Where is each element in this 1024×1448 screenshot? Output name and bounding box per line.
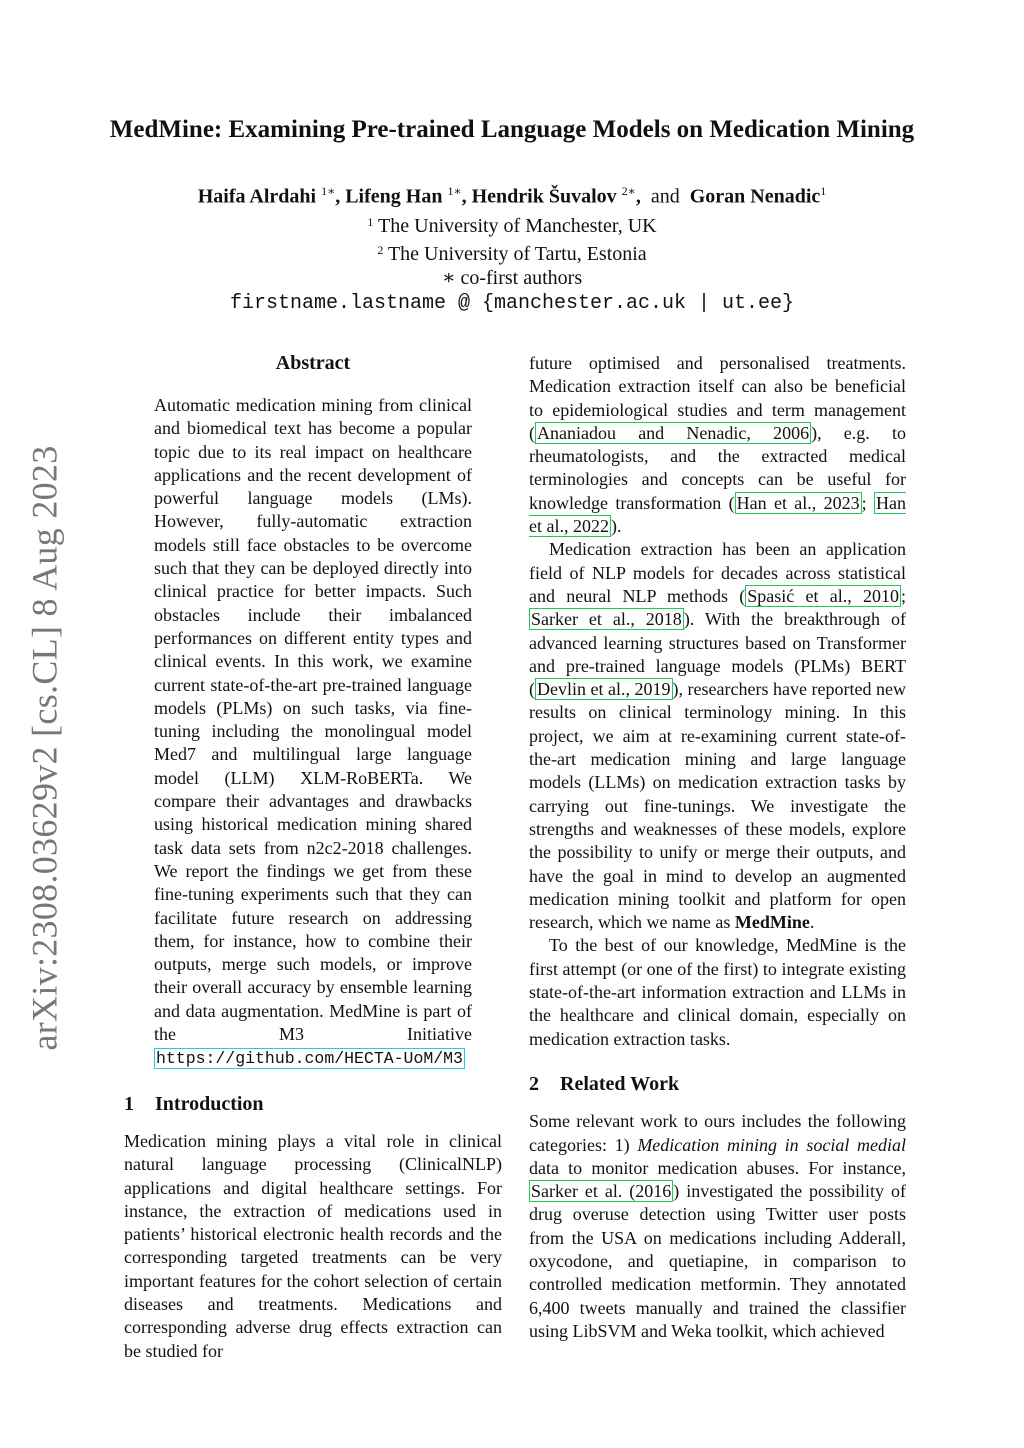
abstract-body [124, 394, 502, 1071]
citation-link[interactable]: Spasić et al., 2010 [747, 585, 899, 606]
left-column [124, 352, 502, 1363]
affiliation-mark: 1 [367, 214, 374, 229]
text: ), researchers have reported new results on clinical terminology mining. In this project, we aim at re-examining current state-of-the-art medication mining and large language models (LLMs) on medication extraction tasks by carrying out fine-tunings. We investigate the strengths and weaknesses of these models, explore the possibility to unify or merge their outputs, and have the goal in mind to develop an augmented medication mining toolkit and platform for open research, which we name as [529, 679, 906, 933]
section-heading-related-work [529, 1073, 906, 1096]
author-name: Goran Nenadic [689, 185, 821, 208]
text: Some relevant work to ours includes the following categories: 1) [529, 1111, 906, 1155]
text: future optimised and personalised treatments. Medication extraction itself can also be beneficial to epidemiological studies and term management ( [529, 353, 906, 443]
text: data to monitor medication abuses. For instance, [529, 1157, 906, 1178]
project-name: MedMine [734, 912, 810, 933]
text: ). With the breakthrough of advanced learning structures based on Transformer and pre-trained language models (PLMs) BERT ( [529, 609, 906, 700]
text: ), e.g. to rheumatologists, and the extracted medical terminologies and concepts can be useful for knowledge transformation ( [529, 422, 907, 513]
author-name: Haifa Alrdahi [197, 185, 317, 208]
citation-link[interactable]: Sarker et al. (2016 [531, 1181, 672, 1202]
citation-link[interactable]: Han et al., 2022 [529, 492, 906, 537]
arxiv-identifier: arXiv:2308.03629v2 [cs.CL] 8 Aug 2023 [25, 444, 66, 1051]
abstract-heading: Abstract [275, 352, 351, 374]
citation-link[interactable]: Han et al., 2023 [736, 492, 860, 513]
text: ). [610, 516, 622, 537]
text: . [809, 912, 815, 933]
text: Medication extraction has been an application field of NLP models for decades across statistical and neural NLP methods ( [529, 539, 906, 606]
author-name: Hendrik Šuvalov [471, 185, 617, 208]
paragraph [529, 1110, 906, 1343]
section-title: Introduction [155, 1092, 264, 1115]
text: ) investigated the possibility of drug overuse detection using Twitter user posts from the USA on medications including Adderall, oxycodone, and quetiapine, in comparison to controlled medication metformin. They annotated 6,400 tweets manually and trained the classifier using LibSVM and Weka toolkit, which achieved [529, 1181, 906, 1341]
affiliation [60, 238, 964, 266]
author-name: Lifeng Han [345, 185, 443, 208]
right-column [529, 352, 906, 1343]
text: ; [900, 585, 906, 606]
abstract-text: Automatic medication mining from clinical and biomedical text has become a popular topic due to its real impact on healthcare applications and the recent development of powerful language models (LMs). However, fully-automatic extraction models still face obstacles to be overcome such that they can be deployed directly into clinical practice for better impacts. Such obstacles include their imbalanced performances on different entity types and clinical events. In this work, we examine current state-of-the-art pre-trained language models (PLMs) on such tasks, via fine-tuning including the monolingual model Med7 and multilingual large language model (LLM) XLM-RoBERTa. We compare their advantages and drawbacks using historical medication mining shared task data sets from n2c2-2018 challenges. We report the findings we get from these fine-tuning experiments such that they can facilitate future research on addressing them, for instance, how to combine their outputs, merge such models, or improve their overall accuracy by ensemble learning and data augmentation. MedMine is part of the M3 Initiative [154, 395, 472, 1045]
affiliation-text: The University of Manchester, UK [378, 214, 657, 237]
author-mark: 1∗ [447, 184, 462, 198]
co-first-note: ∗ co-first authors [441, 266, 583, 289]
author-block [60, 178, 964, 317]
author-names: Haifa Alrdahi $^{1∗}$, Lifeng Han $^{1∗}$, Hendrik Šuvalov $^{2∗}$, and Goran Nenadic$^1$ [197, 184, 827, 208]
citation-link[interactable]: Ananiadou and Nenadic, 2006 [537, 422, 810, 443]
paragraph: Medication mining plays a vital role in clinical natural language processing (ClinicalNLP) applications and digital healthcare settings. For instance, the extraction of medications used in patients’ historical electronic health records and the corresponding targeted treatments can be very important features for the cohort selection of certain diseases and treatments. Medications and corresponding adverse drug effects extraction can be studied for [124, 1130, 502, 1361]
paper-title: MedMine: Examining Pre-trained Language Models on Medication Mining [109, 116, 915, 143]
section-heading-introduction [124, 1093, 502, 1116]
repository-link[interactable]: https://github.com/HECTA-UoM/M3 [156, 1049, 463, 1069]
text: ; [861, 492, 874, 513]
paragraph-continued [529, 352, 906, 538]
paragraph: To the best of our knowledge, MedMine is the first attempt (or one of the first) to integrate existing state-of-the-art information extraction and LLMs in the healthcare and clinical domain, especially on medication extraction tasks. [529, 935, 906, 1049]
author-mark: 1 [820, 184, 827, 198]
author-mark: 2∗ [621, 184, 636, 198]
author-email: firstname.lastname @ {manchester.ac.uk | ut.ee} [229, 291, 795, 315]
affiliation [60, 210, 964, 238]
section-title: Related Work [560, 1072, 680, 1095]
citation-link[interactable]: Sarker et al., 2018 [531, 609, 682, 630]
emphasis: Medication mining in social medial [637, 1134, 906, 1155]
citation-link[interactable]: Devlin et al., 2019 [537, 679, 671, 700]
arxiv-sidebar [22, 444, 68, 1051]
section-number: 1 [124, 1092, 134, 1115]
affiliation-mark: 2 [377, 242, 384, 257]
section-number: 2 [529, 1072, 539, 1095]
author-conjunction: and [650, 185, 680, 208]
affiliation-text: The University of Tartu, Estonia [387, 242, 647, 265]
paragraph [529, 538, 906, 934]
author-mark: 1∗ [321, 184, 336, 198]
abstract-paragraph [154, 394, 472, 1071]
